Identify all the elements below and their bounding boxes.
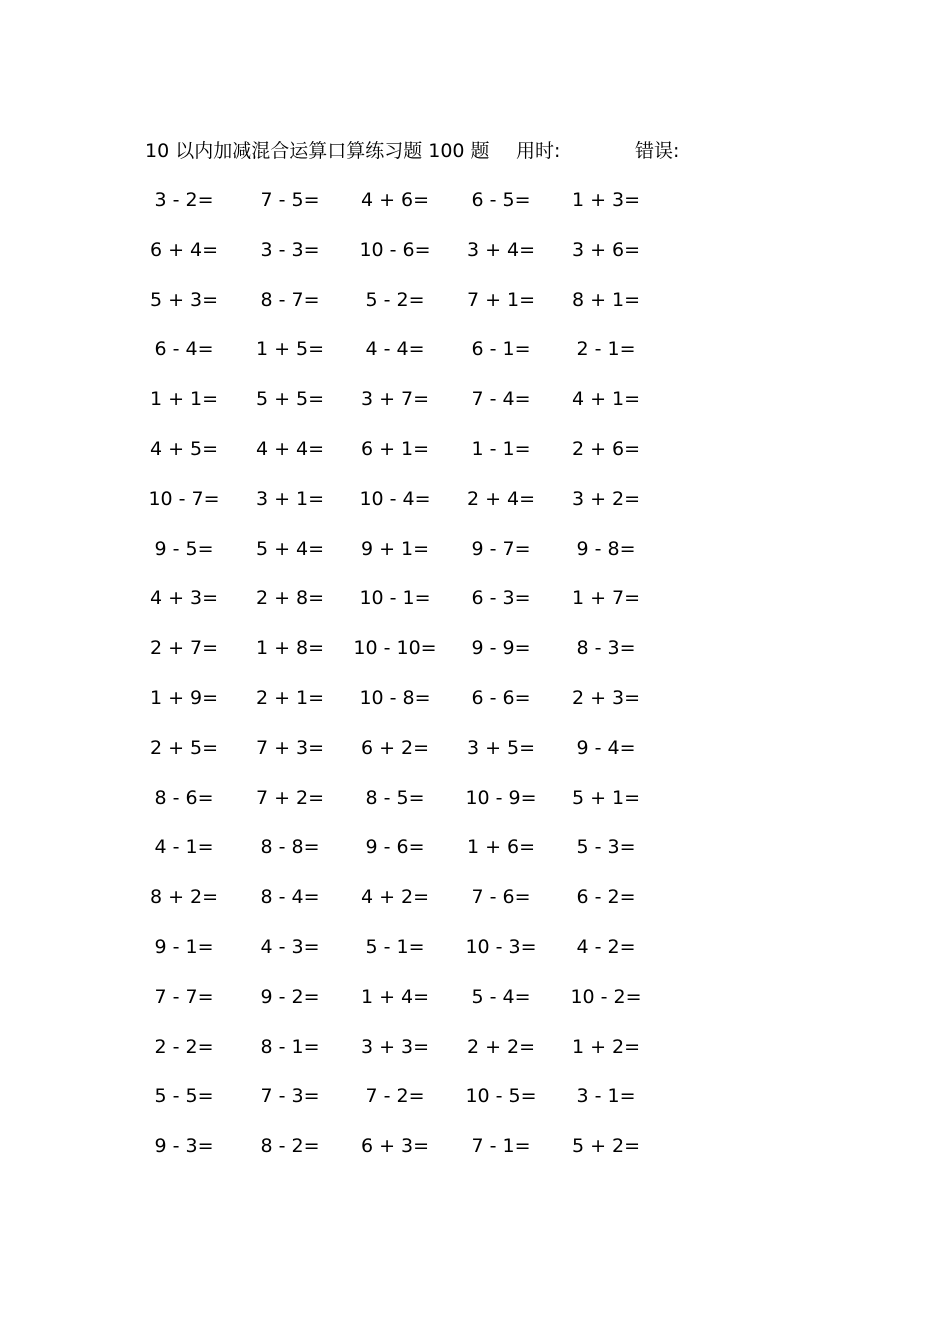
- problem-item: 8 - 2=: [260, 1135, 320, 1158]
- problem-item: 8 - 1=: [260, 1035, 320, 1058]
- problem-item: 6 - 3=: [471, 587, 531, 610]
- problem-item: 5 - 4=: [471, 985, 531, 1008]
- problem-item: 3 - 3=: [260, 238, 320, 261]
- problem-item: 3 + 5=: [466, 736, 536, 759]
- problem-item: 7 - 6=: [471, 886, 531, 909]
- problem-item: 5 + 1=: [571, 786, 641, 809]
- problem-item: 9 - 3=: [154, 1135, 214, 1158]
- problem-item: 9 - 2=: [260, 985, 320, 1008]
- problem-item: 7 - 2=: [365, 1085, 425, 1108]
- problem-row: [140, 929, 700, 979]
- problem-row: [140, 1029, 700, 1079]
- problem-item: 1 + 3=: [571, 189, 641, 211]
- problem-row: [140, 331, 700, 381]
- problem-item: 10 - 9=: [465, 786, 537, 809]
- problem-item: 10 - 2=: [570, 985, 642, 1008]
- problem-item: 5 - 3=: [576, 836, 636, 859]
- problem-item: 7 - 4=: [471, 388, 531, 411]
- problem-item: 10 - 7=: [148, 487, 220, 510]
- problem-row: [140, 381, 700, 431]
- problem-row: [140, 1078, 700, 1128]
- problem-item: 10 - 5=: [465, 1085, 537, 1108]
- error-label: 错误:: [635, 140, 680, 162]
- problem-item: 10 - 1=: [359, 587, 431, 610]
- problem-item: 6 - 4=: [154, 338, 214, 361]
- problem-item: 2 + 8=: [255, 587, 325, 610]
- problem-item: 3 + 1=: [255, 487, 325, 510]
- problem-item: 4 - 4=: [365, 338, 425, 361]
- problem-item: 10 - 3=: [465, 935, 537, 958]
- time-label: 用时:: [516, 140, 561, 162]
- problem-item: 4 - 1=: [154, 836, 214, 859]
- problem-item: 4 + 2=: [360, 886, 430, 909]
- problem-item: 9 - 7=: [471, 537, 531, 560]
- problem-item: 5 + 5=: [255, 388, 325, 411]
- problem-item: 1 - 1=: [471, 437, 531, 460]
- problem-item: 9 - 8=: [576, 537, 636, 560]
- problem-row: [140, 431, 700, 481]
- problem-item: 6 - 5=: [471, 189, 531, 211]
- problem-item: 2 - 1=: [576, 338, 636, 361]
- problem-item: 2 + 4=: [466, 487, 536, 510]
- problem-item: 4 + 4=: [255, 437, 325, 460]
- problem-item: 5 + 3=: [149, 288, 219, 311]
- problem-item: 2 + 5=: [149, 736, 219, 759]
- problem-item: 3 + 2=: [571, 487, 641, 510]
- problem-item: 6 + 4=: [149, 238, 219, 261]
- problem-row: [140, 879, 700, 929]
- problem-item: 8 - 5=: [365, 786, 425, 809]
- problem-item: 8 + 2=: [149, 886, 219, 909]
- problem-item: 10 - 8=: [359, 686, 431, 709]
- problem-item: 8 - 6=: [154, 786, 214, 809]
- problem-item: 4 + 6=: [360, 189, 430, 211]
- problem-item: 4 - 2=: [576, 935, 636, 958]
- problem-item: 5 - 2=: [365, 288, 425, 311]
- problem-item: 7 - 7=: [154, 985, 214, 1008]
- problem-item: 6 - 2=: [576, 886, 636, 909]
- problem-item: 1 + 8=: [255, 637, 325, 660]
- worksheet-header: [145, 136, 765, 166]
- problem-grid: [140, 182, 700, 1178]
- problem-item: 2 + 7=: [149, 637, 219, 660]
- problem-item: 9 + 1=: [360, 537, 430, 560]
- problem-item: 1 + 1=: [149, 388, 219, 411]
- problem-item: 9 - 1=: [154, 935, 214, 958]
- problem-item: 1 + 7=: [571, 587, 641, 610]
- problem-item: 6 + 3=: [360, 1135, 430, 1158]
- problem-item: 6 + 1=: [360, 437, 430, 460]
- problem-row: [140, 979, 700, 1029]
- problem-item: 6 - 1=: [471, 338, 531, 361]
- problem-item: 3 + 6=: [571, 238, 641, 261]
- problem-item: 10 - 4=: [359, 487, 431, 510]
- problem-row: [140, 730, 700, 780]
- problem-item: 3 + 3=: [360, 1035, 430, 1058]
- problem-item: 1 + 6=: [466, 836, 536, 859]
- problem-item: 2 + 6=: [571, 437, 641, 460]
- problem-item: 3 - 1=: [576, 1085, 636, 1108]
- problem-row: [140, 680, 700, 730]
- problem-item: 8 + 1=: [571, 288, 641, 311]
- problem-item: 2 + 1=: [255, 686, 325, 709]
- problem-item: 3 - 2=: [154, 189, 214, 211]
- problem-row: [140, 232, 700, 282]
- problem-item: 9 - 4=: [576, 736, 636, 759]
- problem-item: 2 + 2=: [466, 1035, 536, 1058]
- problem-item: 3 + 7=: [360, 388, 430, 411]
- problem-row: [140, 829, 700, 879]
- problem-item: 8 - 8=: [260, 836, 320, 859]
- problem-item: 9 - 9=: [471, 637, 531, 660]
- problem-item: 7 + 3=: [255, 736, 325, 759]
- problem-item: 7 + 1=: [466, 288, 536, 311]
- problem-item: 9 - 5=: [154, 537, 214, 560]
- problem-row: [140, 481, 700, 531]
- problem-item: 8 - 4=: [260, 886, 320, 909]
- problem-row: [140, 1128, 700, 1178]
- problem-item: 9 - 6=: [365, 836, 425, 859]
- problem-item: 5 - 5=: [154, 1085, 214, 1108]
- problem-item: 1 + 5=: [255, 338, 325, 361]
- problem-item: 6 - 6=: [471, 686, 531, 709]
- problem-item: 7 - 5=: [260, 189, 320, 211]
- problem-item: 6 + 2=: [360, 736, 430, 759]
- problem-row: [140, 182, 700, 232]
- problem-item: 1 + 2=: [571, 1035, 641, 1058]
- problem-item: 1 + 4=: [360, 985, 430, 1008]
- problem-item: 4 + 3=: [149, 587, 219, 610]
- problem-item: 2 - 2=: [154, 1035, 214, 1058]
- problem-row: [140, 780, 700, 830]
- problem-item: 7 + 2=: [255, 786, 325, 809]
- problem-item: 10 - 10=: [353, 637, 437, 660]
- problem-item: 5 - 1=: [365, 935, 425, 958]
- problem-item: 8 - 7=: [260, 288, 320, 311]
- problem-item: 5 + 4=: [255, 537, 325, 560]
- problem-item: 8 - 3=: [576, 637, 636, 660]
- worksheet-title: 10 以内加减混合运算口算练习题 100 题: [145, 140, 490, 162]
- problem-row: [140, 282, 700, 332]
- problem-item: 7 - 3=: [260, 1085, 320, 1108]
- problem-item: 4 + 5=: [149, 437, 219, 460]
- problem-item: 5 + 2=: [571, 1135, 641, 1158]
- problem-item: 1 + 9=: [149, 686, 219, 709]
- problem-item: 2 + 3=: [571, 686, 641, 709]
- problem-item: 4 - 3=: [260, 935, 320, 958]
- problem-row: [140, 580, 700, 630]
- problem-item: 4 + 1=: [571, 388, 641, 411]
- problem-row: [140, 630, 700, 680]
- problem-item: 7 - 1=: [471, 1135, 531, 1158]
- problem-item: 3 + 4=: [466, 238, 536, 261]
- problem-row: [140, 531, 700, 581]
- problem-item: 10 - 6=: [359, 238, 431, 261]
